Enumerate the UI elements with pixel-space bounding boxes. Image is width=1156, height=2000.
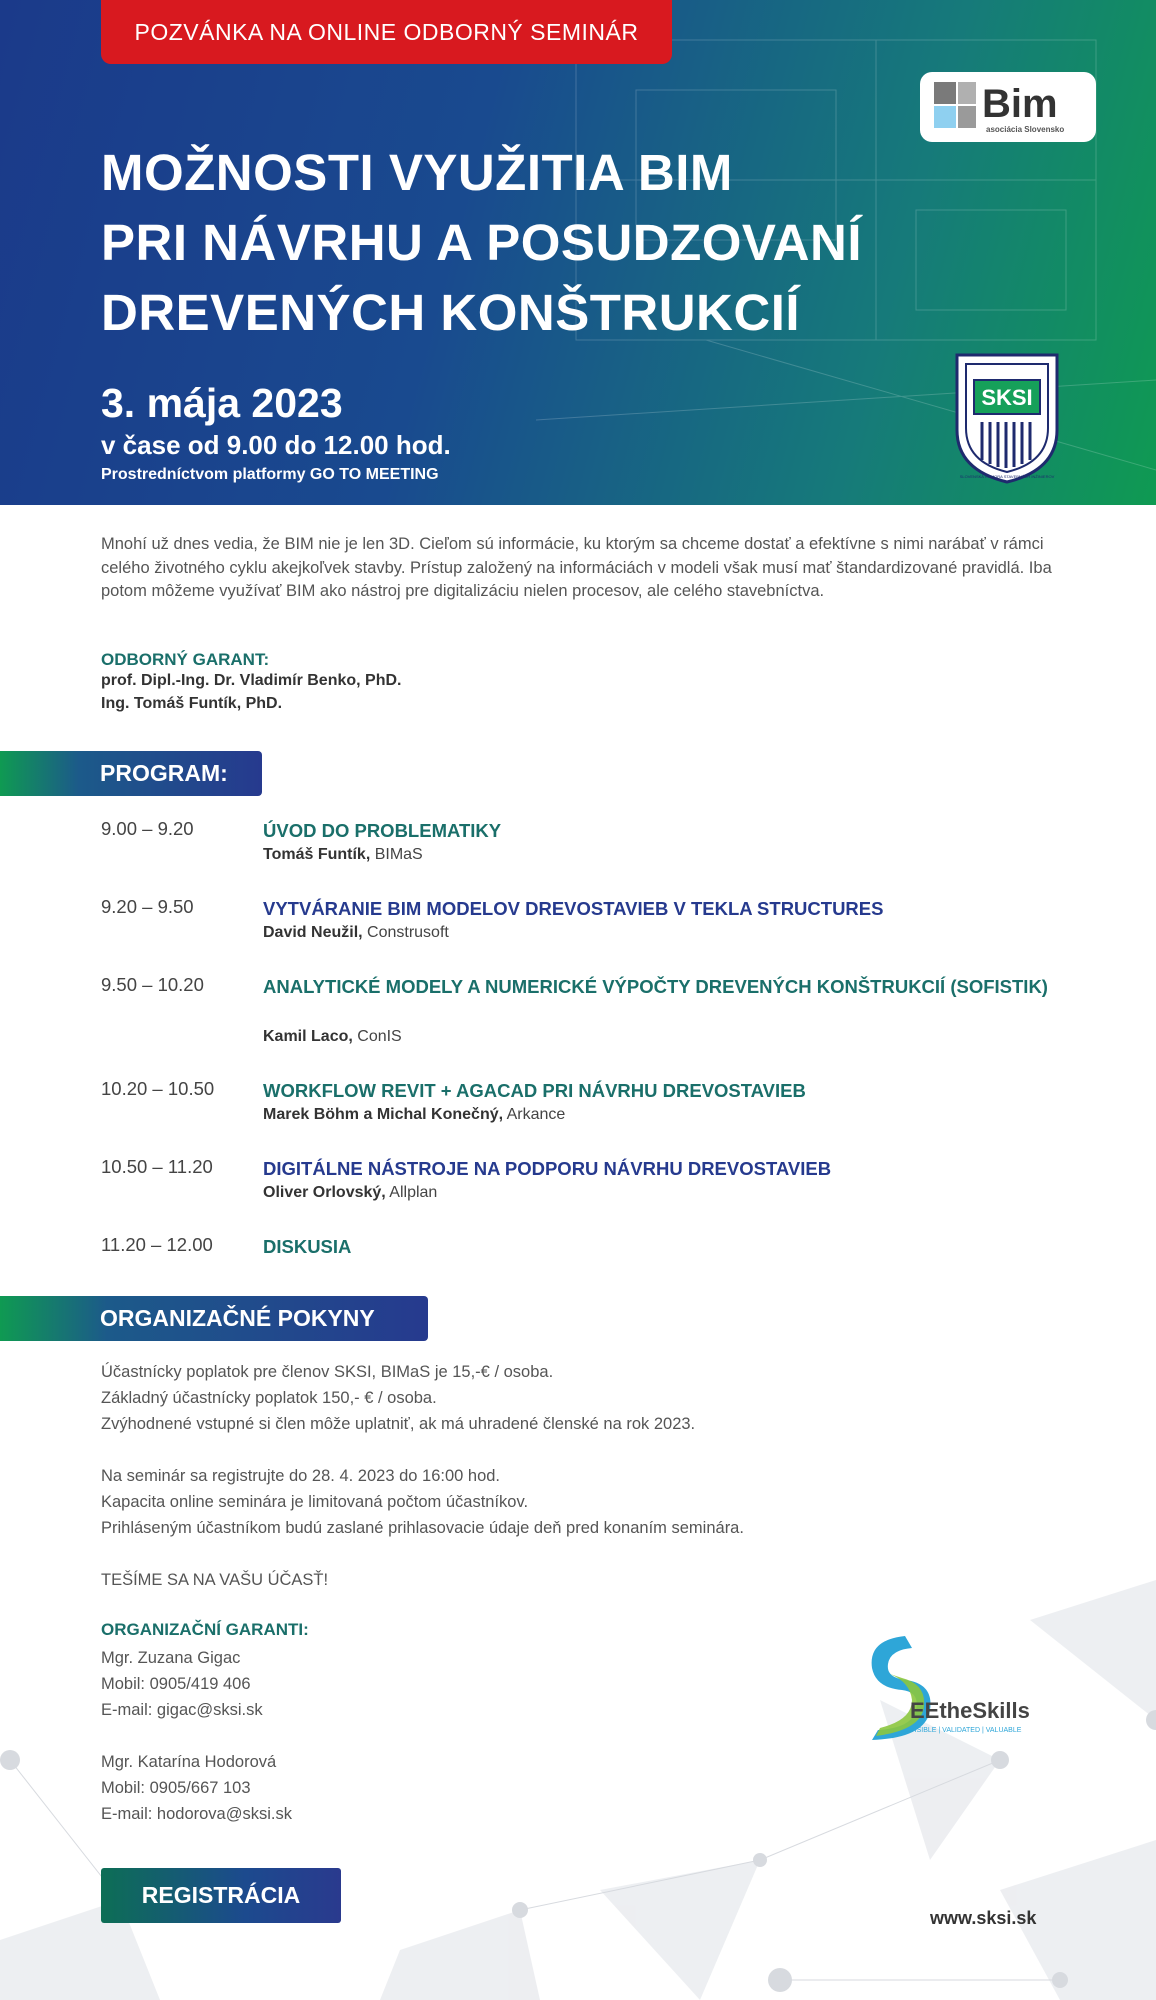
seminar-time: v čase od 9.00 do 12.00 hod. [101,430,451,460]
title-line: PRI NÁVRHU A POSUDZOVANÍ [101,214,862,271]
intro-paragraph: Mnohí už dnes vedia, že BIM nie je len 3D. Cieľom sú informácie, ku ktorým sa chceme dostať a efektívne s nimi narábať v rámci celého životného cyklu akejkoľvek stavby. Prístup založený na informáciách v modeli však musí mať štandardizované pravidlá. Iba potom môžeme využívať BIM ako nástroj pre digitalizáciu nielen procesov, ale celého stavebníctva. [101,535,1052,600]
program-time: 10.20 – 10.50 [101,1078,215,1099]
program-title: ÚVOD DO PROBLEMATIKY [263,820,502,841]
fee-line: Základný účastnícky poplatok 150,- € / osoba. [101,1389,437,1407]
title-line: DREVENÝCH KONŠTRUKCIÍ [101,284,801,341]
program-speaker: Kamil Laco, ConIS [263,1028,402,1045]
organization-heading: ORGANIZAČNÉ POKYNY [0,1296,428,1341]
contact-mobile: Mobil: 0905/667 103 [101,1779,251,1797]
program-title: VYTVÁRANIE BIM MODELOV DREVOSTAVIEB V TEKLA STRUCTURES [263,898,884,919]
program-time: 9.00 – 9.20 [101,818,194,839]
program-speaker: Tomáš Funtík, BIMaS [263,846,423,863]
contact-mobile: Mobil: 0905/419 406 [101,1675,251,1693]
program-title: DISKUSIA [263,1236,352,1257]
title-line: MOŽNOSTI VYUŽITIA BIM [101,144,733,201]
registration-line: Prihláseným účastníkom budú zaslané prihlasovacie údaje deň pred konaním seminára. [101,1519,744,1537]
svg-text:asociácia Slovensko: asociácia Slovensko [986,125,1065,134]
fee-line: Účastnícky poplatok pre členov SKSI, BIMaS je 15,-€ / osoba. [101,1363,554,1381]
program-title: ANALYTICKÉ MODELY A NUMERICKÉ VÝPOČTY DREVENÝCH KONŠTRUKCIÍ (SOFISTIK) [263,976,1048,997]
website-link[interactable]: www.sksi.sk [930,1908,1037,1928]
registration-line: Na seminár sa registrujte do 28. 4. 2023 do 16:00 hod. [101,1467,501,1485]
program-time: 9.50 – 10.20 [101,974,204,995]
svg-text:VISIBLE | VALIDATED | VALUABLE: VISIBLE | VALIDATED | VALUABLE [910,1727,1022,1734]
bim-logo-icon [920,72,1096,142]
svg-text:Bim: Bim [982,82,1058,126]
expert-garant-name: prof. Dipl.-Ing. Dr. Vladimír Benko, PhD. [101,672,402,689]
invite-tag: POZVÁNKA NA ONLINE ODBORNÝ SEMINÁR [101,0,672,64]
svg-text:SLOVENSKÁ KOMORA STAVEBNÝCH IN: SLOVENSKÁ KOMORA STAVEBNÝCH INŽINIEROV [959,474,1055,479]
program-title: DIGITÁLNE NÁSTROJE NA PODPORU NÁVRHU DREVOSTAVIEB [263,1158,832,1179]
seminar-date: 3. mája 2023 [101,380,343,426]
seminar-platform: Prostredníctvom platformy GO TO MEETING [101,466,439,483]
program-time: 10.50 – 11.20 [101,1156,213,1177]
expert-garant-heading: ODBORNÝ GARANT: [101,650,270,669]
seetheskills-logo [850,1630,1050,1745]
svg-text:SKSI: SKSI [981,385,1033,410]
program-speaker: David Neužil, Construsoft [263,924,449,941]
svg-text:EEtheSkills: EEtheSkills [910,1698,1030,1723]
fee-line: Zvýhodnené vstupné si člen môže uplatniť, ak má uhradené členské na rok 2023. [101,1415,696,1433]
hero-banner [0,0,1156,505]
bim-logo [920,72,1096,142]
program-time: 9.20 – 9.50 [101,896,194,917]
contact-name: Mgr. Zuzana Gigac [101,1649,241,1667]
program-time: 11.20 – 12.00 [101,1234,213,1255]
program-speaker: Marek Böhm a Michal Konečný, Arkance [263,1106,566,1123]
program-title: WORKFLOW REVIT + AGACAD PRI NÁVRHU DREVOSTAVIEB [263,1080,806,1101]
contact-email[interactable]: E-mail: gigac@sksi.sk [101,1701,263,1719]
registration-line: Kapacita online seminára je limitovaná počtom účastníkov. [101,1493,529,1511]
sksi-logo [952,350,1062,485]
expert-garant-name: Ing. Tomáš Funtík, PhD. [101,695,283,712]
program-heading: PROGRAM: [0,751,262,796]
organizing-garanti-heading: ORGANIZAČNÍ GARANTI: [101,1620,309,1639]
registration-button[interactable]: REGISTRÁCIA [101,1868,341,1923]
greeting: TEŠÍME SA NA VAŠU ÚČASŤ! [101,1571,329,1589]
contact-name: Mgr. Katarína Hodorová [101,1753,277,1771]
program-speaker: Oliver Orlovský, Allplan [263,1184,438,1201]
contact-email[interactable]: E-mail: hodorova@sksi.sk [101,1805,292,1823]
seminar-title [101,138,1061,348]
